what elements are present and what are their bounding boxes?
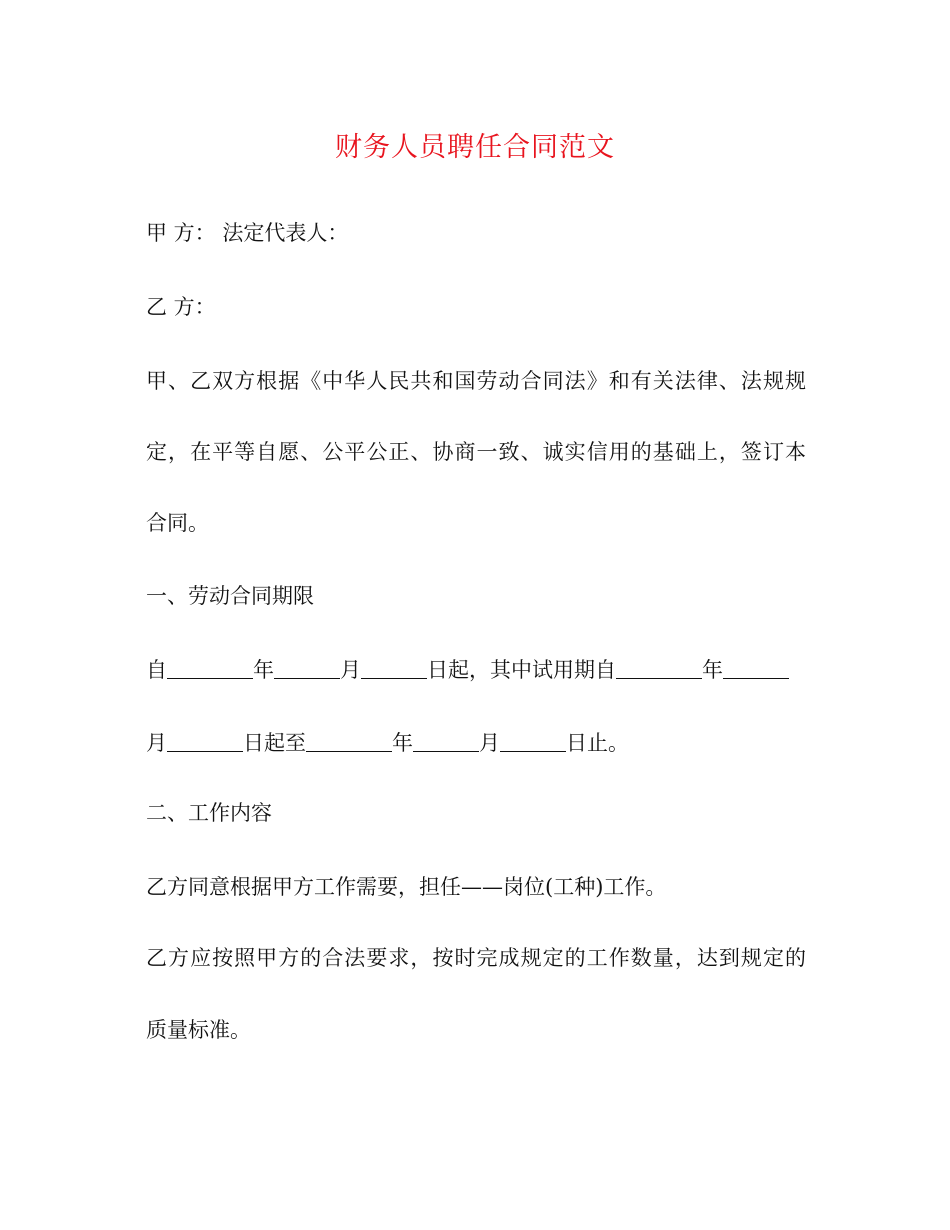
month-label-1: 月 [340, 658, 361, 682]
intro-line-2: 定，在平等自愿、公平公正、协商一致、诚实信用的基础上，签订本 [146, 440, 806, 464]
document-title: 财务人员聘任合同范文 [335, 132, 615, 163]
contract-term-line-1 [146, 655, 806, 685]
year-label-2: 年 [702, 658, 723, 682]
month-blank-2-end [723, 658, 789, 679]
party-a-line: 甲 方： 法定代表人： [146, 221, 349, 245]
day-label-2: 日起至 [243, 731, 306, 755]
year-blank-1 [167, 658, 253, 679]
day-label-1: 日起，其中试用期自 [427, 658, 616, 682]
month-label-3: 月 [479, 731, 500, 755]
year-blank-3 [306, 731, 392, 752]
intro-line-3: 合同。 [146, 511, 209, 535]
month-label-2: 月 [146, 731, 167, 755]
party-b-line: 乙 方： [146, 295, 216, 319]
day-blank-2 [167, 731, 243, 752]
month-blank-1 [274, 658, 340, 679]
term-from-label: 自 [146, 658, 167, 682]
section-2-heading: 二、工作内容 [146, 801, 272, 825]
month-blank-3 [413, 731, 479, 752]
year-label-3: 年 [392, 731, 413, 755]
year-blank-2 [616, 658, 702, 679]
contract-term-line-2 [146, 728, 806, 758]
work-line-3: 质量标准。 [146, 1018, 251, 1042]
year-label-1: 年 [253, 658, 274, 682]
day-blank-3 [500, 731, 566, 752]
day-label-3: 日止。 [566, 731, 629, 755]
work-line-2: 乙方应按照甲方的合法要求，按时完成规定的工作数量，达到规定的 [146, 946, 806, 970]
section-1-heading: 一、劳动合同期限 [146, 584, 314, 608]
work-line-1: 乙方同意根据甲方工作需要，担任——岗位(工种)工作。 [146, 875, 667, 899]
intro-line-1: 甲、乙双方根据《中华人民共和国劳动合同法》和有关法律、法规规 [146, 369, 806, 393]
day-blank-1 [361, 658, 427, 679]
